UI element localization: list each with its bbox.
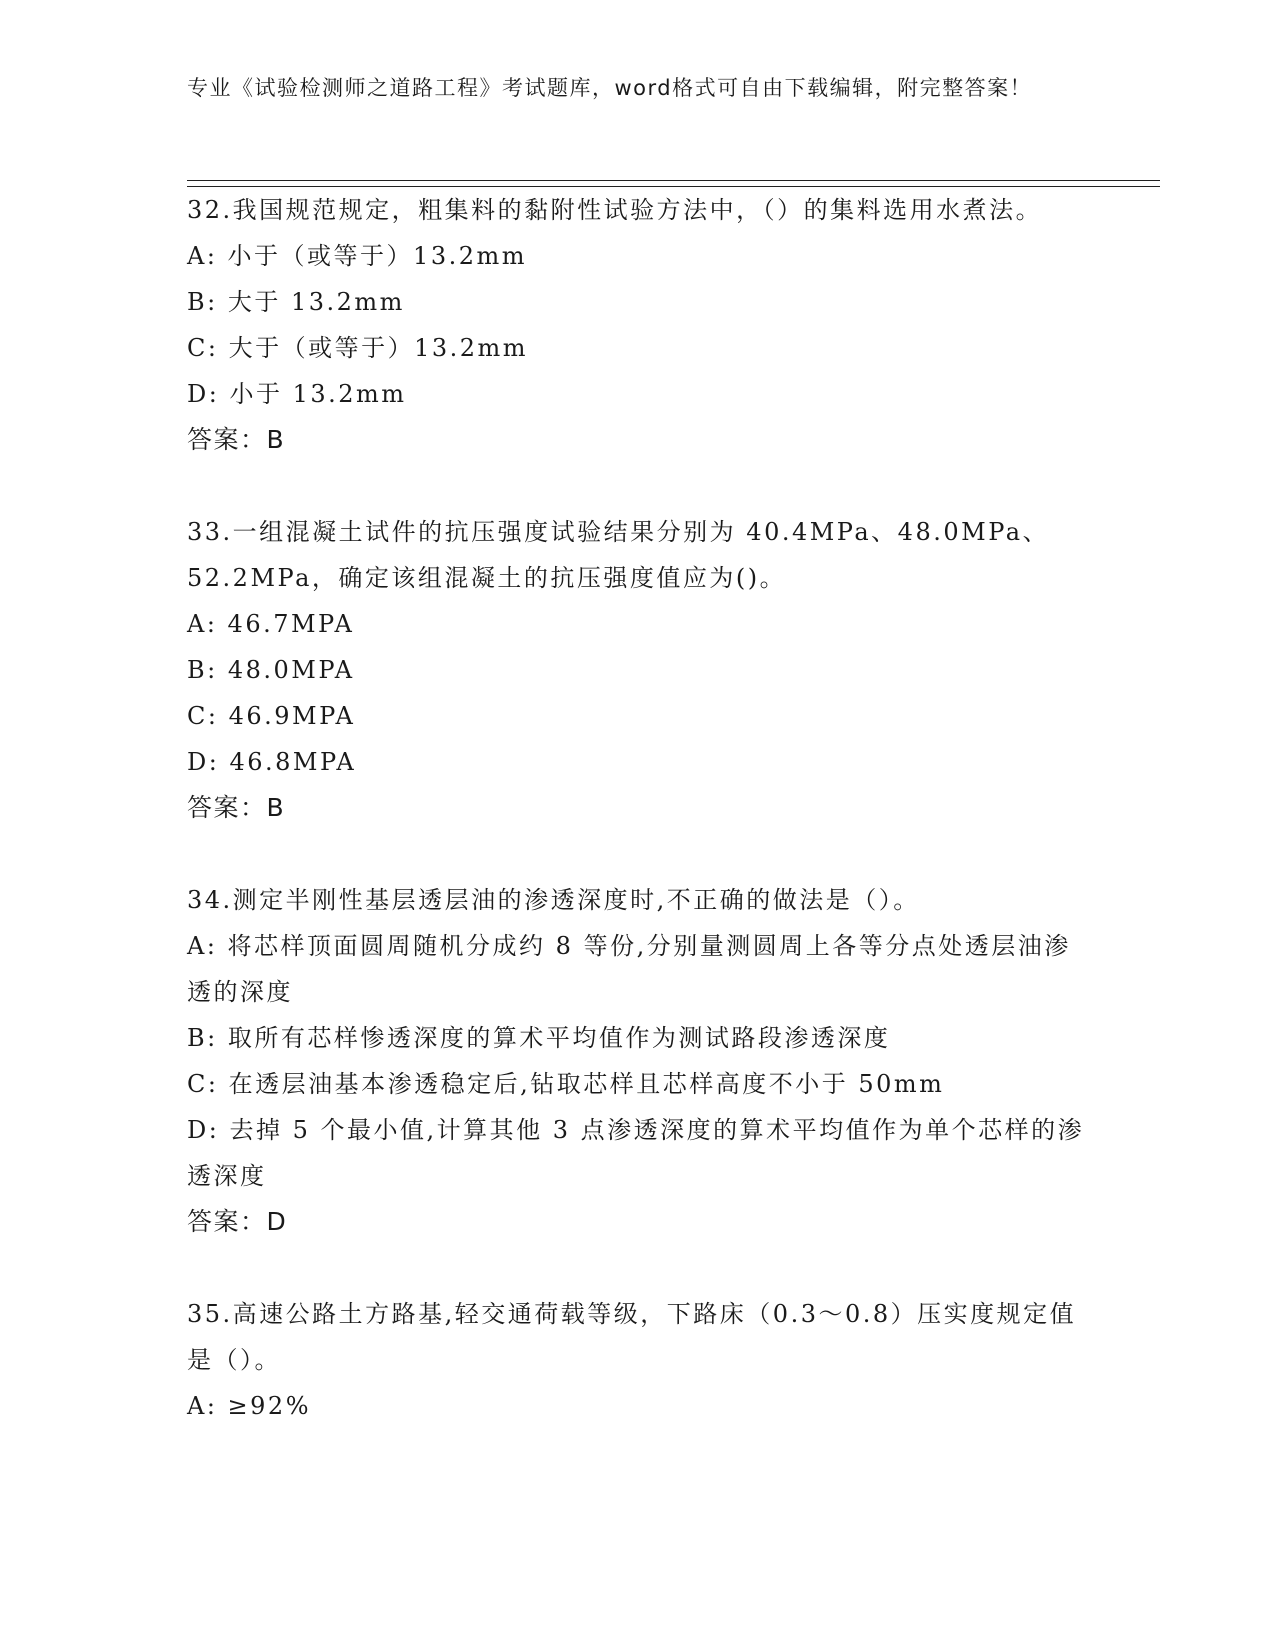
option-a: A: 将芯样顶面圆周随机分成约 8 等份,分别量测圆周上各等分点处透层油渗透的深度 [187, 932, 1071, 1006]
option-c: C: 大于（或等于）13.2mm [187, 334, 529, 362]
option-c: C: 在透层油基本渗透稳定后,钻取芯样且芯样高度不小于 50mm [187, 1070, 945, 1098]
header-divider-top [187, 180, 1160, 181]
question-33 [187, 509, 1087, 831]
document-header: 专业《试验检测师之道路工程》考试题库，word格式可自由下载编辑，附完整答案！ [187, 76, 1033, 100]
option-b: B: 48.0MPA [187, 656, 355, 684]
question-32 [187, 187, 1087, 463]
option-d: D: 小于 13.2mm [187, 380, 407, 408]
option-a: A: 小于（或等于）13.2mm [187, 242, 527, 270]
question-list [187, 187, 1087, 1429]
question-stem: 34.测定半刚性基层透层油的渗透深度时,不正确的做法是（）。 [187, 886, 920, 914]
question-34 [187, 877, 1087, 1245]
option-a: A: 46.7MPA [187, 610, 355, 638]
option-a: A: ≥92% [187, 1392, 311, 1420]
answer: 答案：D [187, 1207, 288, 1236]
option-d: D: 46.8MPA [187, 748, 357, 776]
option-c: C: 46.9MPA [187, 702, 356, 730]
question-stem: 33.一组混凝土试件的抗压强度试验结果分别为 40.4MPa、48.0MPa、52.2MPa，确定该组混凝土的抗压强度值应为()。 [187, 518, 1050, 592]
option-b: B: 取所有芯样惨透深度的算术平均值作为测试路段渗透深度 [187, 1024, 891, 1052]
question-35 [187, 1291, 1087, 1429]
option-d: D: 去掉 5 个最小值,计算其他 3 点渗透深度的算术平均值作为单个芯样的渗透深度 [187, 1116, 1085, 1190]
question-stem: 32.我国规范规定，粗集料的黏附性试验方法中，（）的集料选用水煮法。 [187, 196, 1043, 224]
question-stem: 35.高速公路土方路基,轻交通荷载等级，下路床（0.3～0.8）压实度规定值是（）。 [187, 1300, 1077, 1374]
answer: 答案：B [187, 793, 286, 822]
answer: 答案：B [187, 425, 286, 454]
option-b: B: 大于 13.2mm [187, 288, 405, 316]
